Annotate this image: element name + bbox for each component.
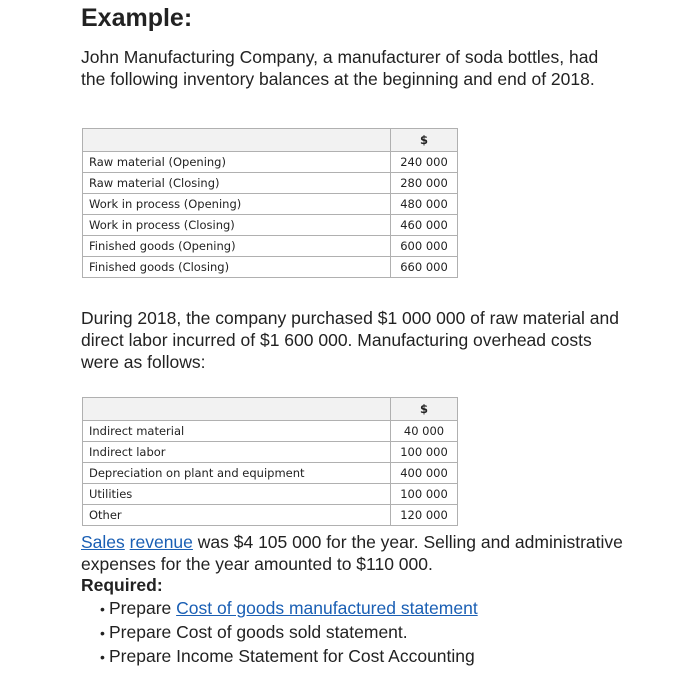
row-label: Raw material (Closing) (83, 173, 391, 194)
list-item (100, 645, 478, 669)
sales-text: was $4 105 000 for the year. Selling and administrative expenses for the year amounted to $110 000. (81, 532, 623, 574)
task-text: Prepare Income Statement for Cost Accounting (109, 646, 475, 666)
cogm-statement-link[interactable]: Cost of goods manufactured statement (176, 598, 478, 618)
row-label: Other (83, 505, 391, 526)
task-list (100, 597, 478, 669)
table-row (83, 152, 458, 173)
sales-paragraph (81, 531, 641, 575)
row-value: 400 000 (391, 463, 458, 484)
table-row (83, 194, 458, 215)
currency-header: $ (391, 398, 458, 421)
task-text: Prepare Cost of goods sold statement. (109, 622, 408, 642)
row-value: 600 000 (391, 236, 458, 257)
currency-header: $ (391, 129, 458, 152)
row-label: Finished goods (Closing) (83, 257, 391, 278)
table-row (83, 442, 458, 463)
inventory-balances-table (82, 128, 458, 278)
row-value: 660 000 (391, 257, 458, 278)
task-text: Prepare (109, 598, 177, 618)
sales-link[interactable]: Sales (81, 532, 125, 552)
row-value: 100 000 (391, 484, 458, 505)
table-row (83, 505, 458, 526)
row-label: Indirect material (83, 421, 391, 442)
header-blank-cell (83, 129, 391, 152)
table-row (83, 236, 458, 257)
table-header-row (83, 129, 458, 152)
row-label: Raw material (Opening) (83, 152, 391, 173)
table-row (83, 215, 458, 236)
row-value: 100 000 (391, 442, 458, 463)
row-label: Work in process (Closing) (83, 215, 391, 236)
bullet-icon: • (100, 649, 105, 665)
header-blank-cell (83, 398, 391, 421)
required-label: Required: (81, 575, 163, 595)
intro-paragraph: John Manufacturing Company, a manufacturer of soda bottles, had the following inventory balances at the beginning and end of 2018. (81, 47, 599, 89)
purchases-paragraph: During 2018, the company purchased $1 000 000 of raw material and direct labor incurred of $1 600 000. Manufacturing overhead costs were as follows: (81, 308, 619, 372)
table-row (83, 421, 458, 442)
heading: Example: (81, 4, 193, 32)
table-row (83, 173, 458, 194)
row-value: 480 000 (391, 194, 458, 215)
row-value: 280 000 (391, 173, 458, 194)
row-label: Indirect labor (83, 442, 391, 463)
overhead-costs-table (82, 397, 458, 526)
row-label: Depreciation on plant and equipment (83, 463, 391, 484)
table-row (83, 484, 458, 505)
list-item (100, 621, 478, 645)
bullet-icon: • (100, 625, 105, 641)
list-item (100, 597, 478, 621)
table-row (83, 463, 458, 484)
row-label: Utilities (83, 484, 391, 505)
table-header-row (83, 398, 458, 421)
row-label: Work in process (Opening) (83, 194, 391, 215)
row-value: 460 000 (391, 215, 458, 236)
row-value: 40 000 (391, 421, 458, 442)
revenue-link[interactable]: revenue (129, 532, 193, 552)
bullet-icon: • (100, 601, 105, 617)
table-row (83, 257, 458, 278)
row-value: 120 000 (391, 505, 458, 526)
row-value: 240 000 (391, 152, 458, 173)
row-label: Finished goods (Opening) (83, 236, 391, 257)
